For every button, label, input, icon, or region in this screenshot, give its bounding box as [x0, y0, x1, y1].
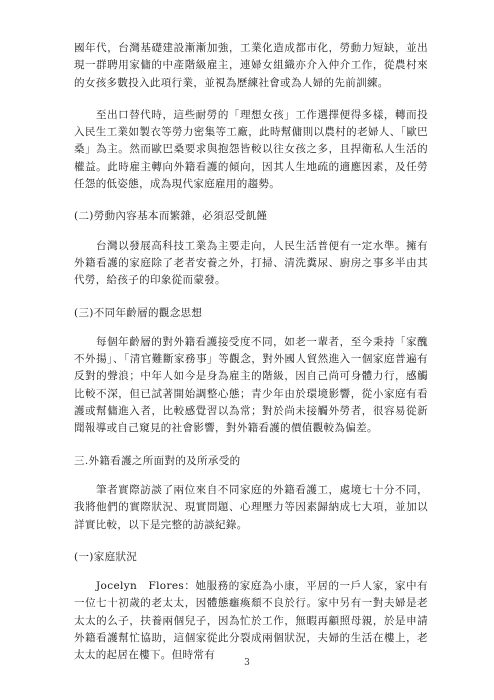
paragraph-intro: 國年代，台灣基礎建設漸漸加強，工業化造成都市化，勞動力短缺，並出現一群聘用家傭的中產階級雇主，連婦女組織亦介入仲介工作，從農村來的女孩多數投入此項行業，並視為歷練社會或為人婦的先前訓練。: [74, 42, 428, 89]
page-body: [74, 40, 428, 665]
paragraph-family-status: Jocelyn Flores：她服務的家庭為小康，平居的一戶人家，家中有一位七十初歲的老太太，因體態癰瘓頹不良於行。家中另有一對夫婦是老太太的么子，扶養兩個兒子，因為忙於工作，無暇再顧照母親，於是申請外籍看護幫忙協助，這個家從此分裂成兩個狀況，夫婦的生活在樓上，老太太的起居在樓下。但時常有: [74, 580, 428, 662]
section-heading-age-views: (三)不同年齡層的觀念思想: [74, 306, 203, 319]
section-heading-family-status: (一)家庭狀況: [74, 550, 138, 563]
section-heading-labor-content: (二)勞動內容基本而繁雜，必須忍受飢饉: [74, 210, 268, 223]
paragraph-export-era: 至出口替代時，這些耐勞的「理想女孩」工作選擇便得多樣，轉而投入民生工業如製衣等勞力密集等工廠，此時幫傭則以農村的老婦人、「歐巴桑」為主。然而歐巴桑要求與抱怨皆較以往女孩之多，且捍衛私人生活的權益。此時雇主轉向外籍看護的傾向，因其人生地疏的適應因素，及任勞任怨的低姿態，成為現代家庭雇用的趨勢。: [74, 108, 428, 191]
paragraph-interviews: 筆者實際訪談了兩位來自不同家庭的外籍看護工，處境七十分不同，我將他們的實際狀況、現實問題、心理壓力等因素歸納成七大項，並加以詳實比較，以下是完整的訪談紀錄。: [74, 483, 428, 531]
page-number: 3: [244, 658, 250, 668]
paragraph-labor-content: 台灣以發展高科技工業為主要走向，人民生活普便有一定水準。擁有外籍看護的家庭除了老者安養之外，打掃、清洗糞尿、廚房之事多半由其代勞，給孩子的印象從而蒙發。: [74, 239, 428, 287]
section-heading-challenges: 三.外籍看護之所面對的及所承受的: [74, 454, 241, 467]
paragraph-age-views: 每個年齡層的對外籍看護接受度不同，如老一輩者，至今秉持「家醜不外揚」、「清官難斷家務事」等觀念，對外國人貿然進入一個家庭普遍有反對的聲浪；中年人如今是身為雇主的階級，因自己尚可身體力行，感觸比較不深，但已試著開始調整心態；青少年由於環境影響，從小家庭有看護或幫傭進入者，比較感覺習以為常；對於尚未接觸外勞者，很容易從新聞報導或自己窺見的社會影響，對外籍看護的價值觀較為偏差。: [74, 335, 428, 435]
